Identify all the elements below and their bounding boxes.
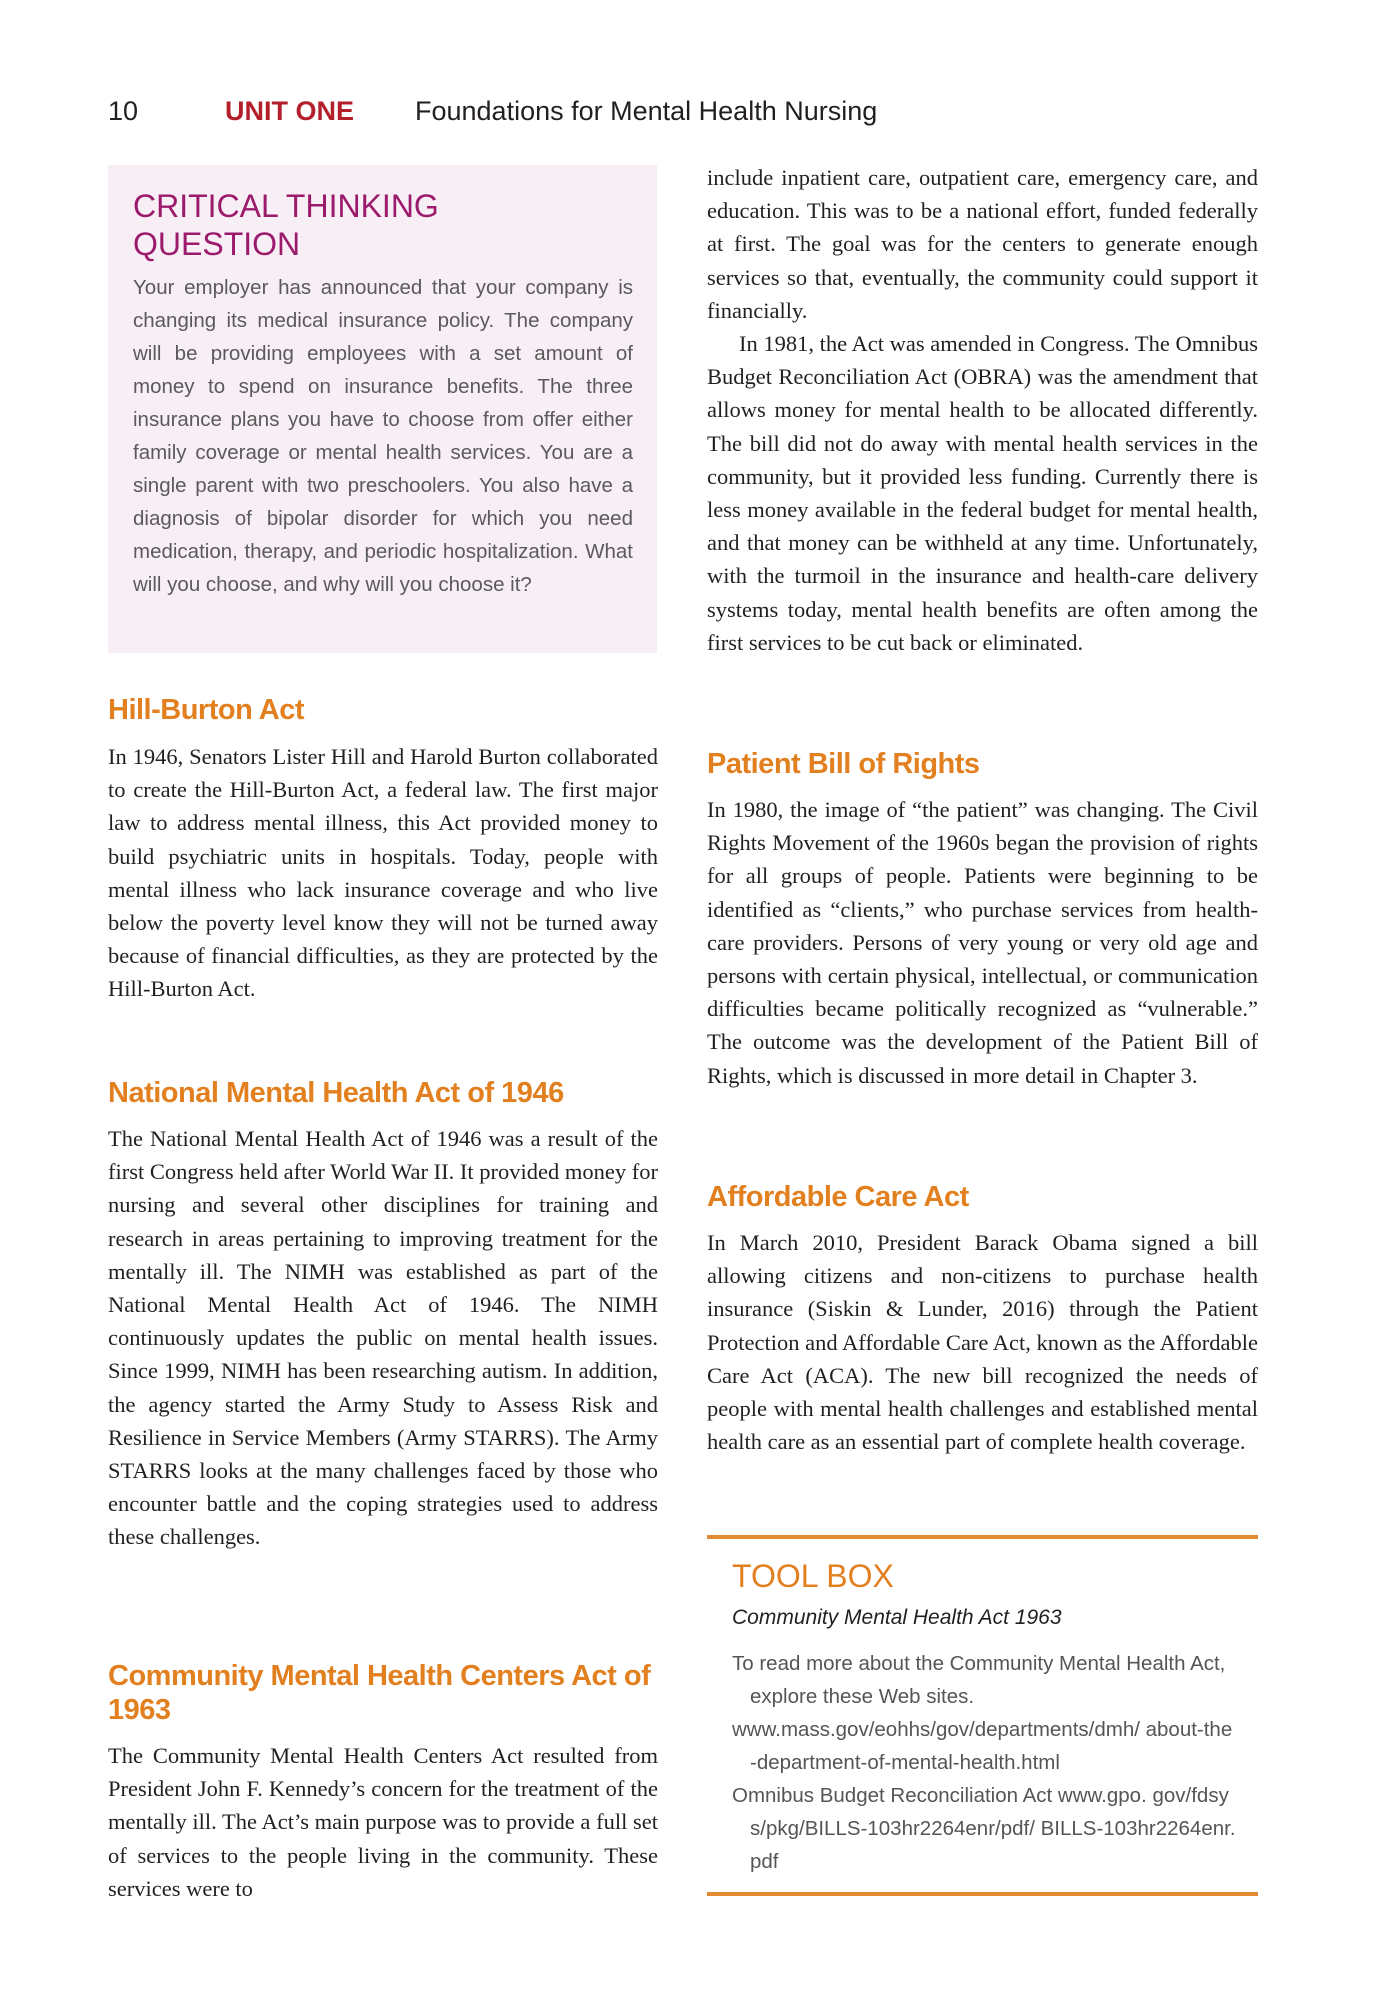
- patient-bill-of-rights-body: In 1980, the image of “the patient” was changing. The Civil Rights Movement of the 1960s began the provision of rights for all groups of people. Patients were beginning to be identified as “clients,” who purchase services from health-care providers. Persons of very young or very old age and persons with certain physical, intellectual, or communication difficulties became politically recognized as “vulnerable.” The outcome was the development of the Patient Bill of Rights, which is discussed in more detail in Chapter 3.: [707, 797, 1258, 1088]
- critical-thinking-box: [108, 165, 657, 653]
- toolbox-title: TOOL BOX: [732, 1558, 894, 1594]
- heading-national-mental-health-act: National Mental Health Act of 1946: [108, 1077, 564, 1109]
- toolbox-list: [732, 1647, 1237, 1878]
- toolbox-subtitle: Community Mental Health Act 1963: [732, 1606, 1062, 1629]
- national-mental-health-act-body: The National Mental Health Act of 1946 was a result of the first Congress held after World War II. It provided money for nursing and several other disciplines for training and research in areas pertaining to improving treatment for the mentally ill. The NIMH was established as part of the National Mental Health Act of 1946. The NIMH continuously updates the public on mental health issues. Since 1999, NIMH has been researching autism. In addition, the agency started the Army Study to Assess Risk and Resilience in Service Members (Army STARRS). The Army STARRS looks at the many challenges faced by those who encounter battle and the coping strategies used to address these challenges.: [108, 1126, 658, 1550]
- heading-patient-bill-of-rights: Patient Bill of Rights: [707, 748, 980, 780]
- toolbox-link-obra[interactable]: Omnibus Budget Reconciliation Act www.gpo. gov/fdsys/pkg/BILLS-103hr2264enr/pdf/ BILLS-103hr2264enr.pdf: [732, 1784, 1236, 1873]
- heading-affordable-care-act: Affordable Care Act: [707, 1181, 969, 1213]
- unit-label: UNIT ONE: [225, 96, 355, 126]
- toolbox-link-dmh[interactable]: www.mass.gov/eohhs/gov/departments/dmh/ about-the-department-of-mental-health.html: [732, 1718, 1233, 1774]
- community-act-body-part1: The Community Mental Health Centers Act resulted from President John F. Kennedy’s concern for the treatment of the mentally ill. The Act’s main purpose was to provide a full set of services to the people living in the community. These services were to: [108, 1743, 658, 1901]
- heading-hill-burton: Hill-Burton Act: [108, 694, 305, 726]
- community-act-body-part2: include inpatient care, outpatient care, emergency care, and education. This was to be a national effort, funded federally at first. The goal was for the centers to generate enough services so that, eventually, the community could support it financially.: [707, 165, 1258, 323]
- heading-community-mental-health-centers-act: Community Mental Health Centers Act of 1963: [108, 1660, 651, 1726]
- affordable-care-act-body: In March 2010, President Barack Obama signed a bill allowing citizens and non-citizens to purchase health insurance (Siskin & Lunder, 2016) through the Patient Protection and Affordable Care Act, known as the Affordable Care Act (ACA). The new bill recognized the needs of people with mental health challenges and established mental health care as an essential part of complete health coverage.: [707, 1230, 1258, 1455]
- critical-thinking-body: Your employer has announced that your company is changing its medical insurance policy. The company will be providing employees with a set amount of money to spend on insurance benefits. The three insurance plans you have to choose from offer either family coverage or mental health services. You are a single parent with two preschoolers. You also have a diagnosis of bipolar disorder for which you need medication, therapy, and periodic hospitalization. What will you choose, and why will you choose it?: [133, 276, 633, 596]
- hill-burton-body: In 1946, Senators Lister Hill and Harold Burton collaborated to create the Hill-Burton Act, a federal law. The first major law to address mental illness, this Act provided money to build psychiatric units in hospitals. Today, people with mental illness who lack insurance coverage and who live below the poverty level know they will not be turned away because of financial difficulties, as they are protected by the Hill-Burton Act.: [108, 744, 658, 1002]
- critical-thinking-title: CRITICAL THINKING QUESTION: [133, 188, 439, 262]
- toolbox-intro: To read more about the Community Mental Health Act, explore these Web sites.: [732, 1652, 1226, 1708]
- page-number: 10: [108, 96, 139, 126]
- toolbox-top-rule: [707, 1535, 1258, 1539]
- running-title: Foundations for Mental Health Nursing: [415, 96, 878, 126]
- community-act-body-2: In 1981, the Act was amended in Congress. The Omnibus Budget Reconciliation Act (OBRA) was the amendment that allows money for mental health to be allocated differently. The bill did not do away with mental health services in the community, but it provided less funding. Currently there is less money available in the federal budget for mental health, and that money can be withheld at any time. Unfortunately, with the turmoil in the insurance and health-care delivery systems today, mental health benefits are often among the first services to be cut back or eliminated.: [707, 331, 1258, 655]
- toolbox-bottom-rule: [707, 1892, 1258, 1896]
